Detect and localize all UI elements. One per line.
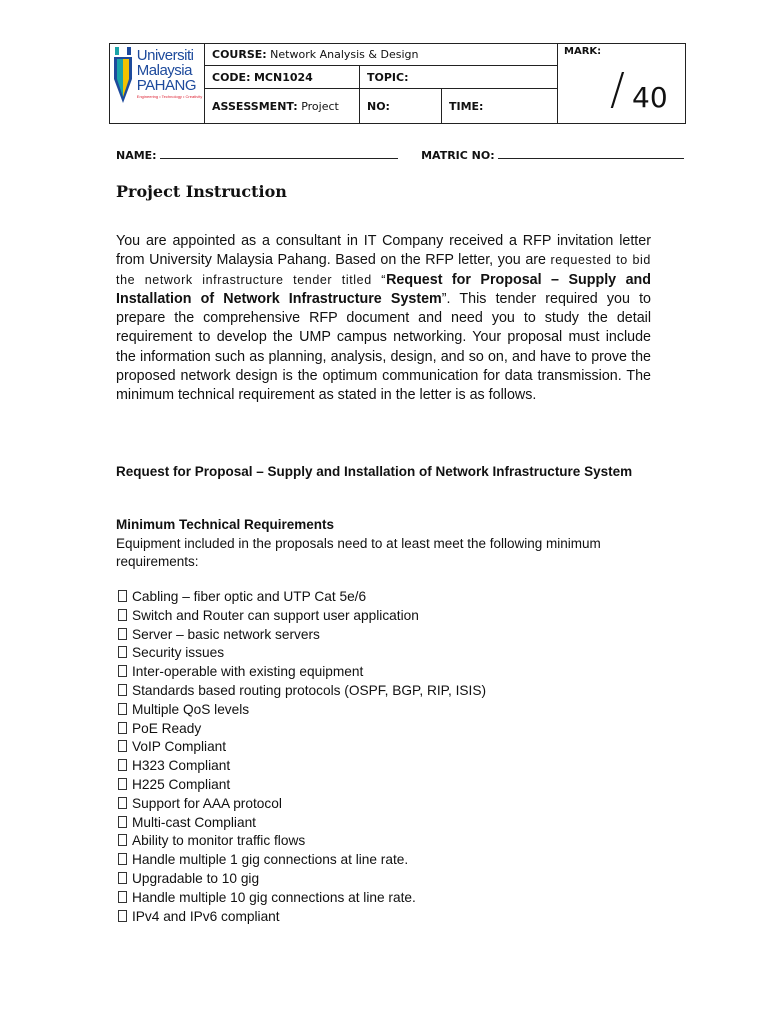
list-item-text: Multi-cast Compliant — [132, 814, 256, 830]
list-item — [116, 908, 486, 927]
name-label: NAME: — [116, 149, 157, 162]
list-item — [116, 851, 486, 870]
checkbox-icon — [118, 740, 127, 752]
intro-paragraph — [116, 232, 651, 406]
list-item-text: IPv4 and IPv6 compliant — [132, 908, 280, 924]
code-label: CODE: — [212, 70, 251, 84]
checkbox-icon — [118, 853, 127, 865]
checkbox-icon — [118, 872, 127, 884]
code-value: MCN1024 — [253, 70, 313, 84]
list-item — [116, 889, 486, 908]
list-item — [116, 644, 486, 663]
list-item-text: Support for AAA protocol — [132, 795, 282, 811]
course-cell — [205, 44, 558, 66]
checkbox-icon — [118, 778, 127, 790]
list-item — [116, 738, 486, 757]
matric-field-line[interactable] — [498, 148, 684, 159]
matric-label: MATRIC NO: — [421, 149, 495, 162]
checkbox-icon — [118, 703, 127, 715]
logo-line-2: Malaysia — [136, 61, 192, 79]
intro-part-1: You are appointed as a consultant in IT Company received a RFP invitation letter from University Malaysia Pahang. Based on the RFP letter, you are — [116, 233, 651, 269]
list-item — [116, 663, 486, 682]
assessment-value: Project — [301, 99, 339, 113]
min-req-heading: Minimum Technical Requirements — [116, 517, 335, 532]
assessment-label: ASSESSMENT: — [212, 99, 298, 113]
list-item-text: Standards based routing protocols (OSPF, BGP, RIP, ISIS) — [132, 682, 487, 698]
list-item — [116, 832, 486, 851]
checkbox-icon — [118, 759, 127, 771]
logo-line-1: Universiti — [136, 46, 194, 64]
list-item-text: Ability to monitor traffic flows — [132, 833, 306, 849]
list-item-text: VoIP Compliant — [132, 739, 227, 755]
list-item — [116, 776, 486, 795]
topic-label: TOPIC: — [367, 70, 409, 84]
intro-part-3: This tender required you to prepare the comprehensive RFP document and need you to study the detail requirement to develop the UMP campus networking. Your proposal must include the information such as planning, analysis, design, and so on, and have to prove the proposed network design is the optimum communication for data transmission. The minimum technical requirement as stated in the letter is as follows. — [116, 290, 651, 404]
list-item-text: H323 Compliant — [132, 758, 231, 774]
list-item-text: Cabling – fiber optic and UTP Cat 5e/6 — [132, 589, 367, 604]
assessment-cell — [205, 89, 360, 124]
list-item — [116, 588, 486, 607]
checkbox-icon — [118, 797, 127, 809]
list-item-text: PoE Ready — [132, 720, 202, 736]
requirements-list — [116, 588, 486, 926]
student-info-row — [116, 148, 684, 162]
list-item-text: H225 Compliant — [132, 776, 231, 792]
mark-slash: / — [610, 64, 625, 115]
checkbox-icon — [118, 628, 127, 640]
mark-total: 40 — [632, 81, 668, 114]
list-item — [116, 757, 486, 776]
course-value: Network Analysis & Design — [270, 48, 419, 61]
checkbox-icon — [118, 834, 127, 846]
list-item — [116, 626, 486, 645]
page-title: Project Instruction — [116, 182, 287, 201]
list-item-text: Security issues — [132, 645, 225, 661]
course-label: COURSE: — [212, 48, 267, 61]
topic-cell — [360, 66, 558, 89]
no-cell — [360, 89, 442, 124]
checkbox-icon — [118, 910, 127, 922]
checkbox-icon — [118, 609, 127, 621]
list-item — [116, 870, 486, 889]
list-item-text: Multiple QoS levels — [132, 701, 250, 717]
list-item-text: Switch and Router can support user application — [132, 607, 419, 623]
time-cell — [442, 89, 558, 124]
rfp-heading: Request for Proposal – Supply and Installation of Network Infrastructure System — [116, 464, 633, 479]
university-logo-cell — [110, 44, 205, 124]
list-item-text: Handle multiple 1 gig connections at line rate. — [132, 852, 409, 868]
list-item-text: Server – basic network servers — [132, 626, 320, 642]
checkbox-icon — [118, 665, 127, 677]
min-req-intro: Equipment included in the proposals need to at least meet the following minimum requirements: — [116, 536, 601, 569]
intro-tender-title: Request for Proposal – Supply and Installation of Network Infrastructure System — [116, 271, 651, 307]
intro-part-2: requested to bid the network infrastructure tender titled “ — [116, 253, 651, 287]
list-item — [116, 701, 486, 720]
list-item-text: Inter-operable with existing equipment — [132, 664, 364, 680]
no-label: NO: — [367, 99, 390, 113]
name-field-line[interactable] — [160, 148, 398, 159]
assessment-header-table — [109, 43, 686, 124]
ump-emblem-icon — [112, 45, 134, 107]
list-item-text: Handle multiple 10 gig connections at line rate. — [132, 889, 416, 905]
code-cell — [205, 66, 360, 89]
logo-tagline: Engineering • Technology • Creativity — [136, 93, 203, 99]
list-item — [116, 795, 486, 814]
checkbox-icon — [118, 684, 127, 696]
mark-cell — [558, 44, 686, 124]
university-logo — [110, 45, 204, 123]
checkbox-icon — [118, 646, 127, 658]
logo-line-3: PAHANG — [136, 76, 197, 94]
list-item — [116, 607, 486, 626]
checkbox-icon — [118, 722, 127, 734]
checkbox-icon — [118, 590, 127, 602]
list-item — [116, 682, 486, 701]
mark-label: MARK: — [564, 46, 602, 57]
list-item-text: Upgradable to 10 gig — [132, 870, 260, 886]
time-label: TIME: — [449, 99, 484, 113]
intro-part-2-tail: ”. — [441, 290, 451, 307]
list-item — [116, 814, 486, 833]
checkbox-icon — [118, 891, 127, 903]
list-item — [116, 720, 486, 739]
checkbox-icon — [118, 816, 127, 828]
